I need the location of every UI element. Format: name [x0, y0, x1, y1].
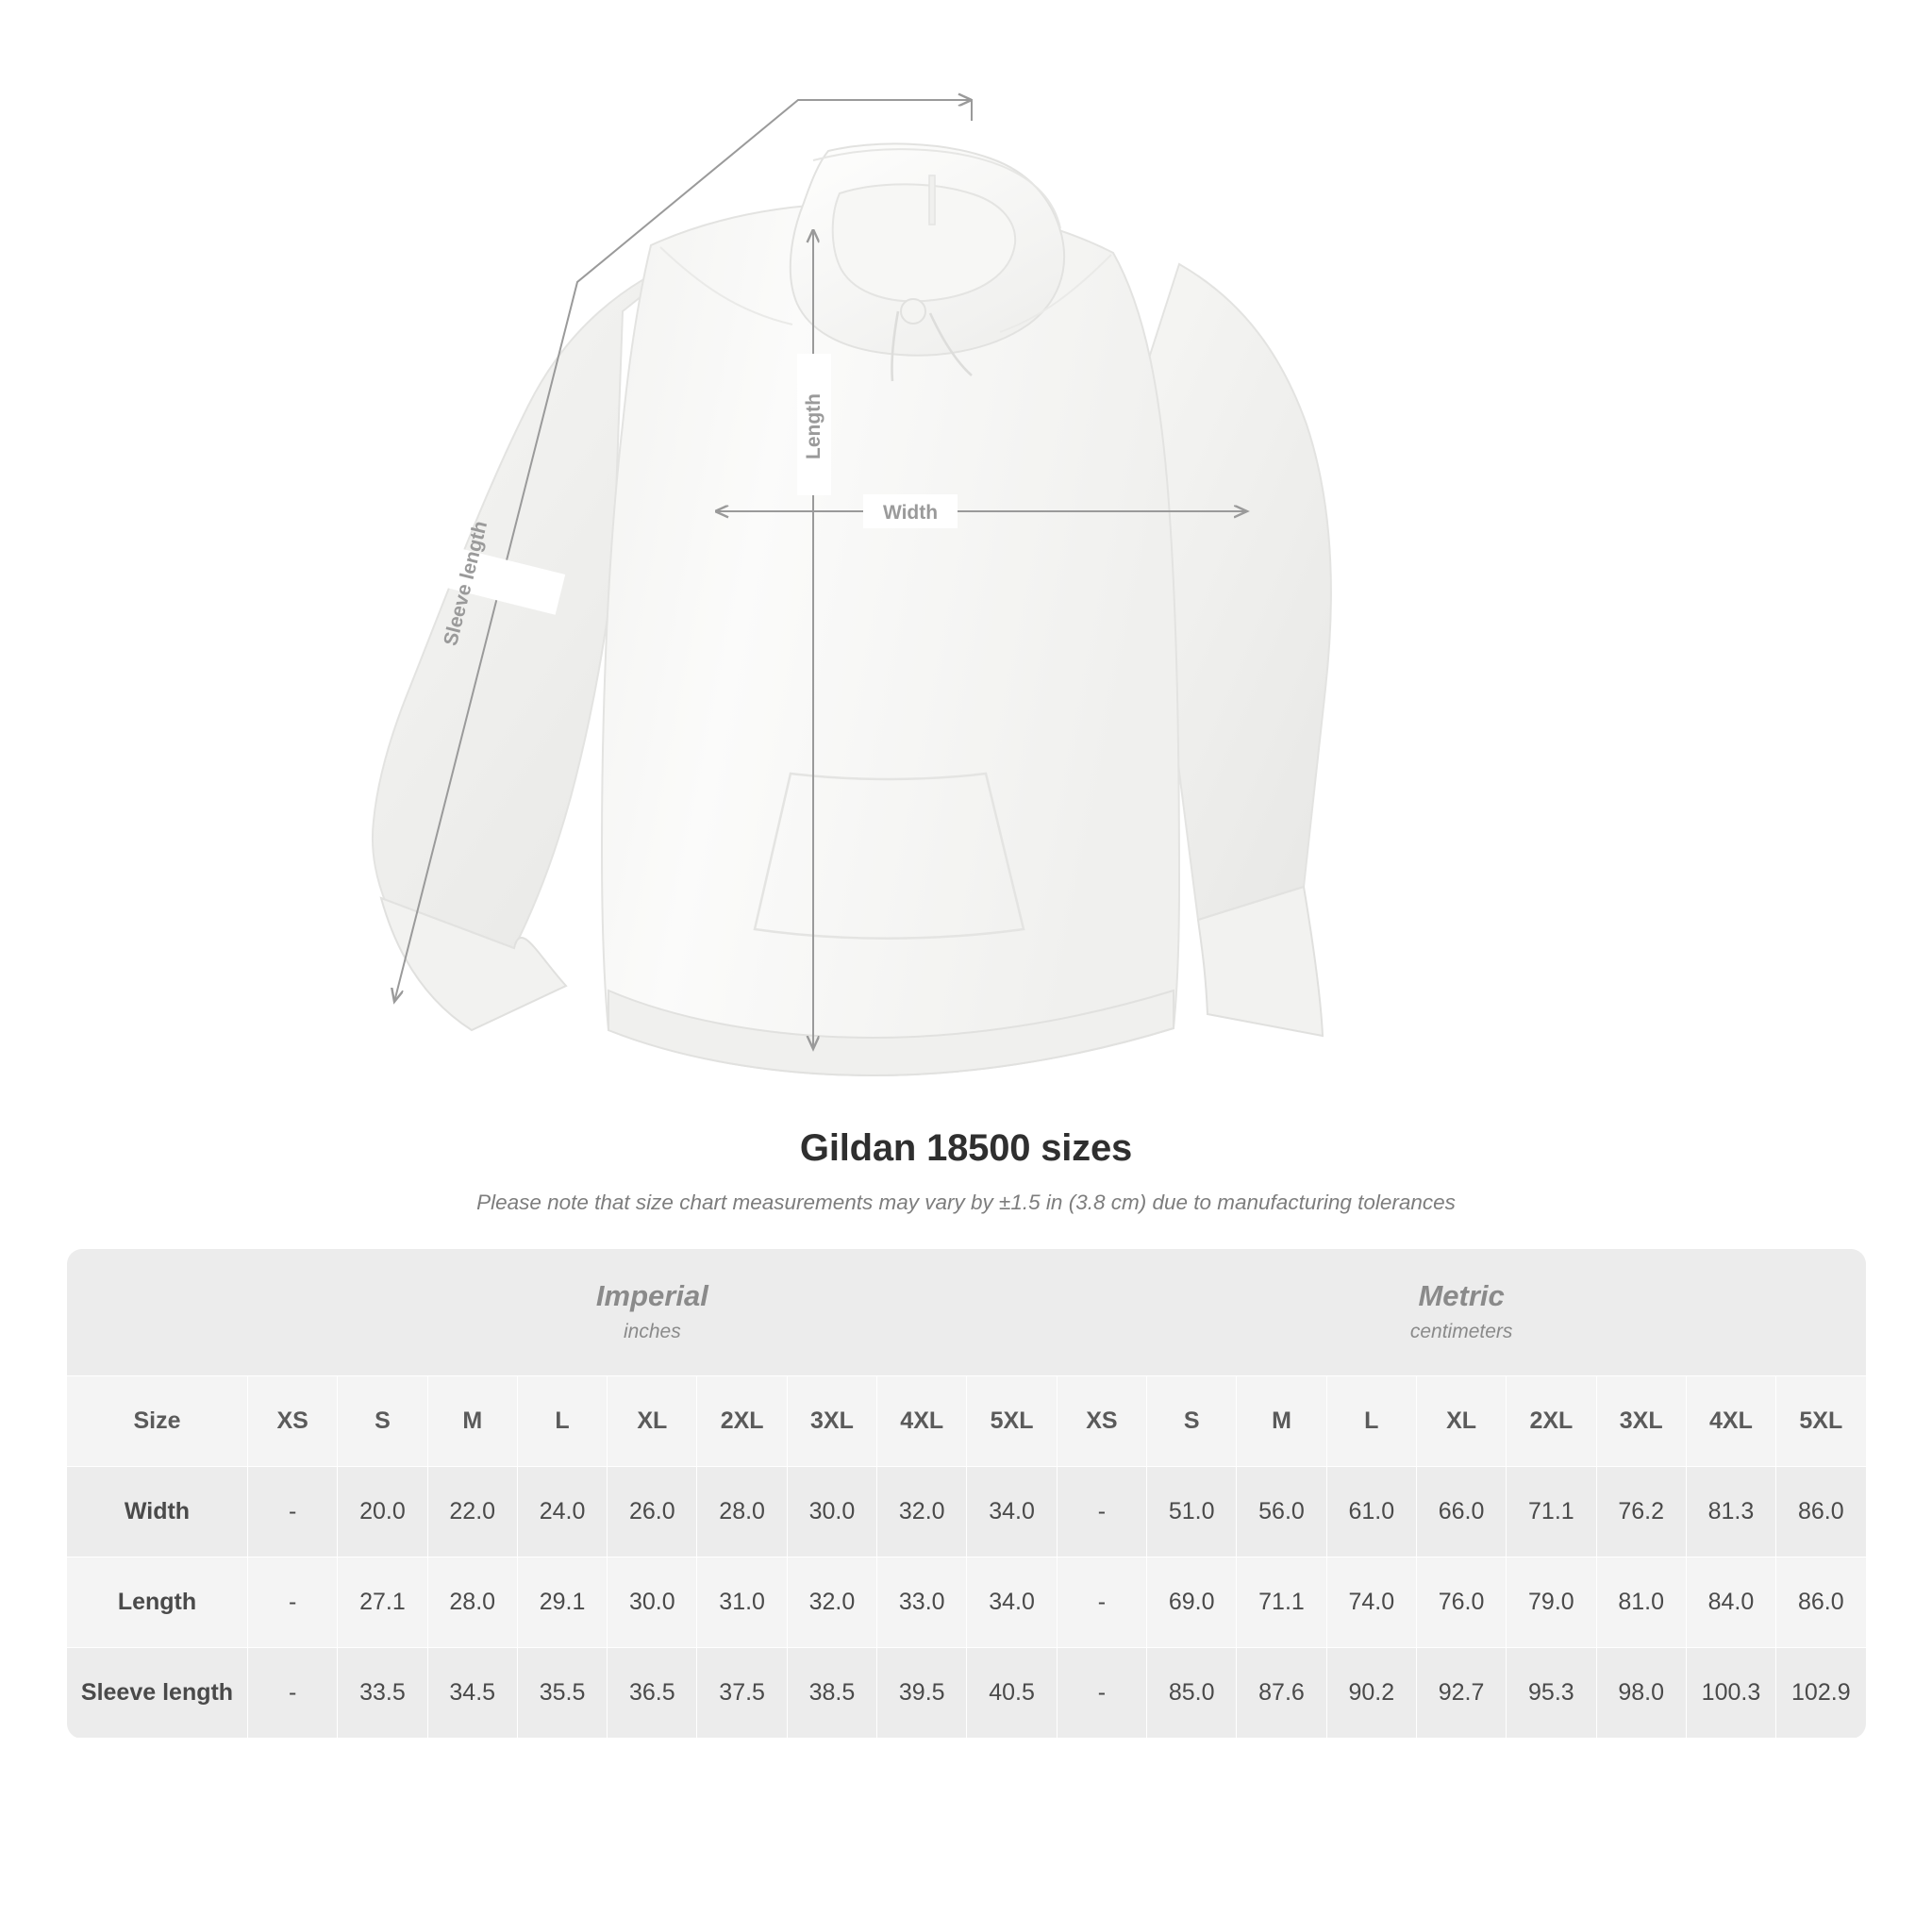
header-imperial-4xl: 4XL — [877, 1376, 967, 1467]
header-metric-l: L — [1326, 1376, 1416, 1467]
header-metric-2xl: 2XL — [1507, 1376, 1596, 1467]
hoodie-graphic — [373, 143, 1331, 1075]
cell-imperial-sleeve-5xl: 40.5 — [967, 1648, 1057, 1739]
header-metric-5xl: 5XL — [1776, 1376, 1866, 1467]
cell-metric-length-xl: 76.0 — [1416, 1557, 1506, 1648]
unit-header-metric — [1057, 1249, 1866, 1376]
header-imperial-m: M — [427, 1376, 517, 1467]
cell-imperial-length-m: 28.0 — [427, 1557, 517, 1648]
unit-header-spacer — [67, 1249, 248, 1376]
cell-metric-sleeve-4xl: 100.3 — [1686, 1648, 1775, 1739]
row-label-sleeve-length: Sleeve length — [67, 1648, 248, 1739]
cell-metric-length-m: 71.1 — [1237, 1557, 1326, 1648]
cell-imperial-length-xl: 30.0 — [608, 1557, 697, 1648]
header-metric-3xl: 3XL — [1596, 1376, 1686, 1467]
cell-metric-length-s: 69.0 — [1147, 1557, 1237, 1648]
header-metric-xs: XS — [1057, 1376, 1146, 1467]
cell-metric-length-4xl: 84.0 — [1686, 1557, 1775, 1648]
header-metric-s: S — [1147, 1376, 1237, 1467]
header-imperial-3xl: 3XL — [787, 1376, 876, 1467]
cell-metric-length-5xl: 86.0 — [1776, 1557, 1866, 1648]
cell-imperial-length-2xl: 31.0 — [697, 1557, 787, 1648]
cell-imperial-width-3xl: 30.0 — [787, 1467, 876, 1557]
cell-metric-sleeve-5xl: 102.9 — [1776, 1648, 1866, 1739]
header-metric-4xl: 4XL — [1686, 1376, 1775, 1467]
cell-metric-width-4xl: 81.3 — [1686, 1467, 1775, 1557]
cell-metric-width-xs: - — [1057, 1467, 1146, 1557]
cell-imperial-sleeve-2xl: 37.5 — [697, 1648, 787, 1739]
cell-imperial-length-4xl: 33.0 — [877, 1557, 967, 1648]
cell-metric-length-xs: - — [1057, 1557, 1146, 1648]
cell-imperial-width-s: 20.0 — [338, 1467, 427, 1557]
cell-metric-sleeve-xs: - — [1057, 1648, 1146, 1739]
cell-metric-width-5xl: 86.0 — [1776, 1467, 1866, 1557]
cell-metric-sleeve-3xl: 98.0 — [1596, 1648, 1686, 1739]
header-metric-m: M — [1237, 1376, 1326, 1467]
unit-sub-imperial: inches — [624, 1321, 681, 1342]
page-title: Gildan 18500 sizes — [799, 1127, 1133, 1169]
cell-metric-sleeve-2xl: 95.3 — [1507, 1648, 1596, 1739]
cell-imperial-sleeve-xs: - — [248, 1648, 338, 1739]
row-label-width: Width — [67, 1467, 248, 1557]
cell-imperial-sleeve-m: 34.5 — [427, 1648, 517, 1739]
size-table — [66, 1249, 1867, 1739]
length-label: Length — [803, 393, 824, 459]
cell-imperial-length-5xl: 34.0 — [967, 1557, 1057, 1648]
width-label: Width — [882, 502, 939, 524]
cell-imperial-length-xs: - — [248, 1557, 338, 1648]
cell-metric-length-2xl: 79.0 — [1507, 1557, 1596, 1648]
unit-name-metric: Metric — [1418, 1279, 1505, 1312]
cell-metric-sleeve-l: 90.2 — [1326, 1648, 1416, 1739]
header-imperial-xs: XS — [248, 1376, 338, 1467]
cell-imperial-width-xl: 26.0 — [608, 1467, 697, 1557]
header-imperial-s: S — [338, 1376, 427, 1467]
cell-imperial-width-2xl: 28.0 — [697, 1467, 787, 1557]
cell-imperial-width-xs: - — [248, 1467, 338, 1557]
cell-imperial-width-m: 22.0 — [427, 1467, 517, 1557]
header-imperial-2xl: 2XL — [697, 1376, 787, 1467]
header-metric-xl: XL — [1416, 1376, 1506, 1467]
cell-imperial-sleeve-xl: 36.5 — [608, 1648, 697, 1739]
size-table-wrapper — [66, 1249, 1866, 1739]
header-imperial-l: L — [517, 1376, 607, 1467]
cell-imperial-length-3xl: 32.0 — [787, 1557, 876, 1648]
cell-metric-width-3xl: 76.2 — [1596, 1467, 1686, 1557]
cell-metric-width-l: 61.0 — [1326, 1467, 1416, 1557]
unit-sub-metric: centimeters — [1409, 1321, 1513, 1342]
cell-metric-sleeve-s: 85.0 — [1147, 1648, 1237, 1739]
table-row — [67, 1648, 1867, 1739]
cell-imperial-sleeve-s: 33.5 — [338, 1648, 427, 1739]
cell-metric-length-3xl: 81.0 — [1596, 1557, 1686, 1648]
unit-header-row — [67, 1249, 1867, 1376]
header-size: Size — [67, 1376, 248, 1467]
cell-metric-width-xl: 66.0 — [1416, 1467, 1506, 1557]
cell-imperial-width-4xl: 32.0 — [877, 1467, 967, 1557]
table-row — [67, 1557, 1867, 1648]
table-row — [67, 1467, 1867, 1557]
cell-imperial-width-5xl: 34.0 — [967, 1467, 1057, 1557]
sleeve-length-label: Sleeve length — [440, 518, 492, 648]
unit-header-imperial — [248, 1249, 1058, 1376]
tolerance-note: Please note that size chart measurements may vary by ±1.5 in (3.8 cm) due to manufacturing tolerances — [476, 1191, 1456, 1214]
unit-name-imperial: Imperial — [595, 1279, 708, 1312]
cell-imperial-sleeve-4xl: 39.5 — [877, 1648, 967, 1739]
header-imperial-5xl: 5XL — [967, 1376, 1057, 1467]
size-header-row — [67, 1376, 1867, 1467]
cell-metric-width-2xl: 71.1 — [1507, 1467, 1596, 1557]
cell-metric-width-m: 56.0 — [1237, 1467, 1326, 1557]
cell-imperial-sleeve-l: 35.5 — [517, 1648, 607, 1739]
row-label-length: Length — [67, 1557, 248, 1648]
chart-heading — [0, 1127, 1932, 1215]
header-imperial-xl: XL — [608, 1376, 697, 1467]
cell-metric-sleeve-m: 87.6 — [1237, 1648, 1326, 1739]
cell-metric-length-l: 74.0 — [1326, 1557, 1416, 1648]
cell-metric-sleeve-xl: 92.7 — [1416, 1648, 1506, 1739]
cell-imperial-length-l: 29.1 — [517, 1557, 607, 1648]
cell-imperial-width-l: 24.0 — [517, 1467, 607, 1557]
cell-metric-width-s: 51.0 — [1147, 1467, 1237, 1557]
cell-imperial-length-s: 27.1 — [338, 1557, 427, 1648]
cell-imperial-sleeve-3xl: 38.5 — [787, 1648, 876, 1739]
